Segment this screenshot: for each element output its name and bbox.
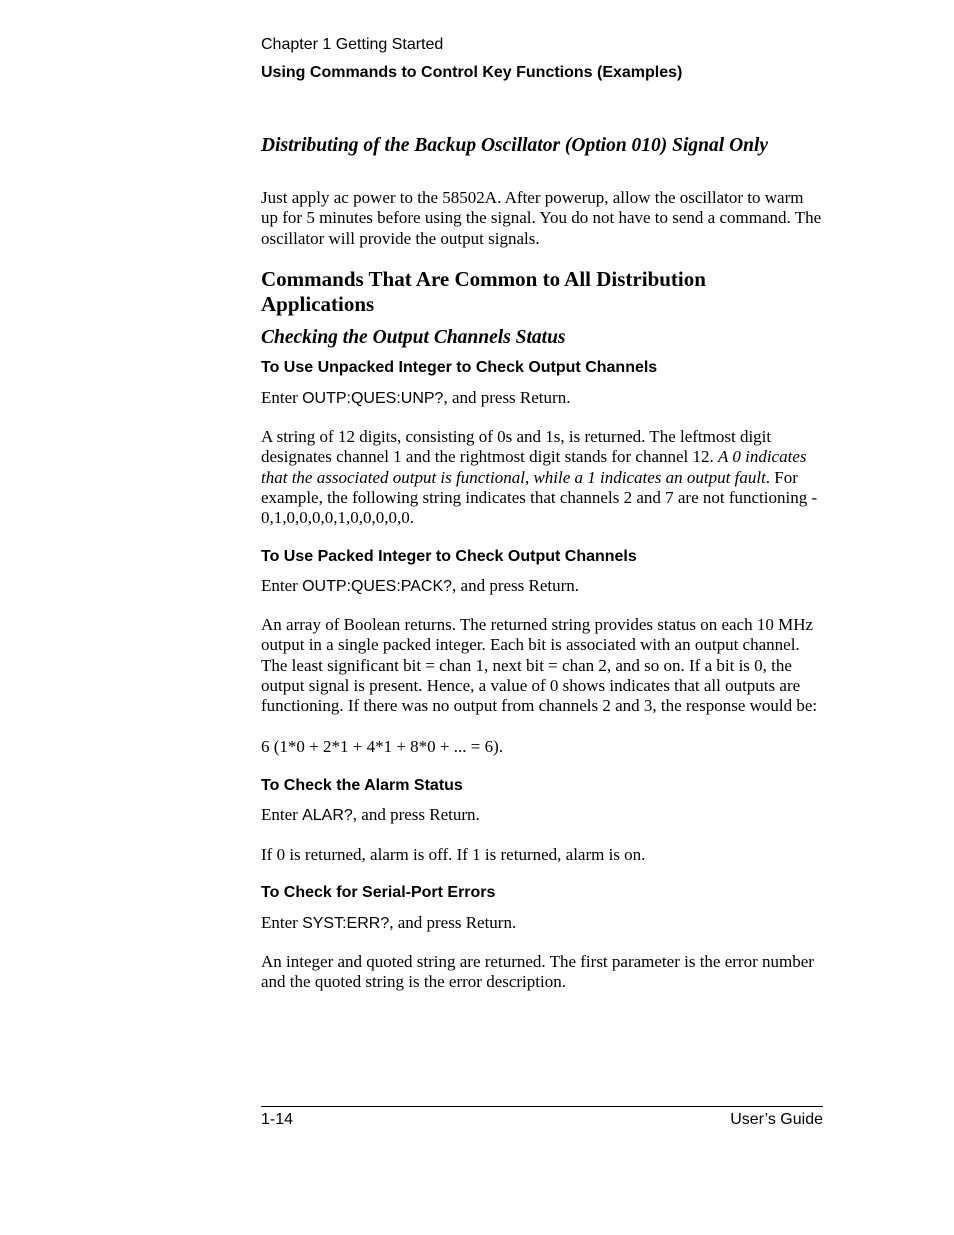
alarm-command-line bbox=[261, 805, 823, 826]
unpacked-integer-heading: To Use Unpacked Integer to Check Output Channels bbox=[261, 359, 658, 376]
enter-word: Enter bbox=[261, 913, 298, 932]
unpacked-body-end: . For example, the following string indicates that channels 2 and 7 are not functioning - 0,1,0,0,0,0,1,0,0,0,0,0. bbox=[261, 467, 818, 528]
enter-word: Enter bbox=[261, 805, 298, 824]
running-header-chapter: Chapter 1 Getting Started bbox=[261, 36, 444, 53]
press-return-text: , and press Return. bbox=[352, 805, 480, 824]
serial-command: SYST:ERR? bbox=[302, 915, 390, 932]
press-return-text: , and press Return. bbox=[443, 388, 571, 407]
press-return-text: , and press Return. bbox=[452, 576, 580, 595]
packed-integer-heading: To Use Packed Integer to Check Output Channels bbox=[261, 548, 637, 565]
footer-guide-title: User’s Guide bbox=[730, 1111, 823, 1128]
footer-divider bbox=[261, 1106, 823, 1107]
enter-word: Enter bbox=[261, 388, 298, 407]
unpacked-paragraph bbox=[261, 427, 823, 528]
unpacked-body-start: A string of 12 digits, consisting of 0s and 1s, is returned. The leftmost digit designates channel 1 and the rightmost digit stands for channel 12. bbox=[261, 427, 772, 467]
press-return-text: , and press Return. bbox=[389, 913, 517, 932]
packed-command-line bbox=[261, 576, 823, 597]
running-header-section: Using Commands to Control Key Functions (Examples) bbox=[261, 64, 683, 81]
checking-output-status-heading: Checking the Output Channels Status bbox=[261, 327, 566, 348]
alarm-command: ALAR? bbox=[302, 807, 353, 824]
packed-formula: 6 (1*0 + 2*1 + 4*1 + 8*0 + ... = 6). bbox=[261, 737, 504, 756]
backup-oscillator-heading: Distributing of the Backup Oscillator (Option 010) Signal Only bbox=[261, 135, 769, 156]
unpacked-body-italic-functional: A 0 indicates that the associated output is functional bbox=[261, 447, 807, 487]
unpacked-command: OUTP:QUES:UNP? bbox=[302, 390, 444, 407]
alarm-paragraph: If 0 is returned, alarm is off. If 1 is returned, alarm is on. bbox=[261, 845, 646, 864]
unpacked-body-comma: , bbox=[524, 467, 534, 487]
backup-oscillator-paragraph: Just apply ac power to the 58502A. After powerup, allow the oscillator to warm up for 5 minutes before using the signal. You do not have to send a command. The oscillator will provide the output signals. bbox=[261, 188, 822, 248]
common-commands-heading: Commands That Are Common to All Distribution Applications bbox=[261, 267, 706, 316]
serial-command-line bbox=[261, 913, 823, 934]
unpacked-command-line bbox=[261, 388, 823, 409]
serial-errors-heading: To Check for Serial-Port Errors bbox=[261, 884, 496, 901]
packed-command: OUTP:QUES:PACK? bbox=[302, 578, 453, 595]
footer-page-number: 1-14 bbox=[261, 1111, 294, 1128]
enter-word: Enter bbox=[261, 576, 298, 595]
unpacked-body-italic-fault: while a 1 indicates an output fault bbox=[533, 467, 766, 487]
serial-paragraph: An integer and quoted string are returned. The first parameter is the error number and the quoted string is the error description. bbox=[261, 952, 814, 992]
packed-paragraph: An array of Boolean returns. The returned string provides status on each 10 MHz output in a single packed integer. Each bit is associated with an output channel. The least significant bit = chan 1, next bit = chan 2, and so on. If a bit is 0, the output signal is present. Hence, a value of 0 shows indicates that all outputs are functioning. If there was no output from channels 2 and 3, the response would be: bbox=[261, 615, 818, 716]
alarm-status-heading: To Check the Alarm Status bbox=[261, 777, 463, 794]
